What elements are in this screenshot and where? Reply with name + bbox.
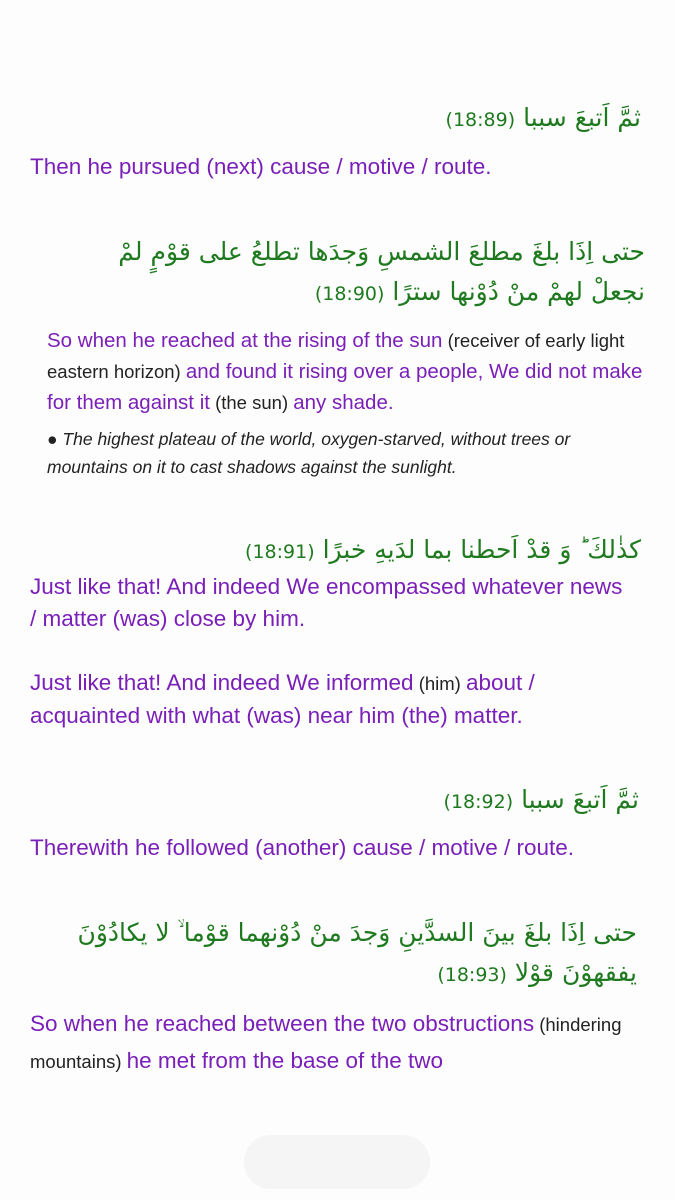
commentary-18-90: ● The highest plateau of the world, oxygen-starved, without trees or mountains on it to cast shadows against the sunlight. — [47, 429, 571, 477]
translation-18-93 — [30, 1006, 630, 1080]
arabic-text-line-1: حتى اِذَا بلغَ بينَ السدَّينِ وَجدَ منْ دُوْنهما قوْما ۙ لا يكادُوْنَ — [77, 918, 637, 947]
arabic-text-line-1: حتى اِذَا بلغَ مطلعَ الشمسِ وَجدَها تطلعُ على قوْمٍ لمْ — [118, 237, 645, 266]
arabic-text-line-2 — [118, 272, 645, 314]
translation-note: (hindering mountains) — [30, 1014, 622, 1072]
verse-ref: (18:93) — [437, 964, 507, 986]
arabic-verse-18-93 — [77, 913, 637, 995]
verse-ref: (18:89) — [445, 109, 516, 131]
translation-18-89: Then he pursued (next) cause / motive / route. — [30, 154, 492, 179]
translation-note: (receiver of early light eastern horizon) — [47, 330, 625, 382]
translation-18-91-alt — [30, 667, 630, 732]
translation-segment: about / acquainted with what (was) near him (the) matter. — [30, 670, 535, 728]
translation-segment: and found it rising over a people, We did not make for them against it — [47, 360, 643, 414]
arabic-text: ثمَّ اَتبعَ سببا — [523, 103, 641, 132]
arabic-verse-18-90 — [118, 232, 645, 314]
verse-ref: (18:91) — [245, 541, 315, 563]
translation-segment: Just like that! And indeed We informed — [30, 670, 414, 695]
arabic-verse-18-91 — [245, 530, 641, 572]
arabic-text: كذٰلكَ ؕ وَ قدْ اَحطنا بما لدَيهِ خبرًا — [322, 535, 641, 564]
translation-segment: So when he reached between the two obstructions — [30, 1011, 535, 1036]
arabic-text-line-2 — [77, 953, 637, 995]
translation-18-90 — [47, 325, 657, 418]
arabic-verse-18-89 — [446, 98, 641, 140]
translation-segment: any shade. — [293, 391, 394, 414]
translation-18-92: Therewith he followed (another) cause / motive / route. — [30, 835, 575, 860]
arabic-verse-18-92 — [444, 780, 639, 822]
arabic-text: يفقهوْنَ قوْلا — [514, 958, 637, 987]
arabic-text: ثمَّ اَتبعَ سببا — [521, 785, 639, 814]
gesture-bar[interactable] — [244, 1135, 430, 1189]
translation-note: (him) — [413, 673, 466, 694]
verse-ref: (18:90) — [314, 283, 385, 305]
translation-segment: So when he reached at the rising of the sun — [47, 329, 443, 352]
translation-18-91: Just like that! And indeed We encompassed whatever news / matter (was) close by him. — [30, 574, 623, 631]
arabic-text: نجعلْ لهمْ منْ دُوْنها سترًا — [392, 277, 645, 306]
translation-note: (the sun) — [209, 392, 294, 413]
translation-segment: he met from the base of the two — [126, 1048, 444, 1073]
verse-ref: (18:92) — [443, 791, 514, 813]
